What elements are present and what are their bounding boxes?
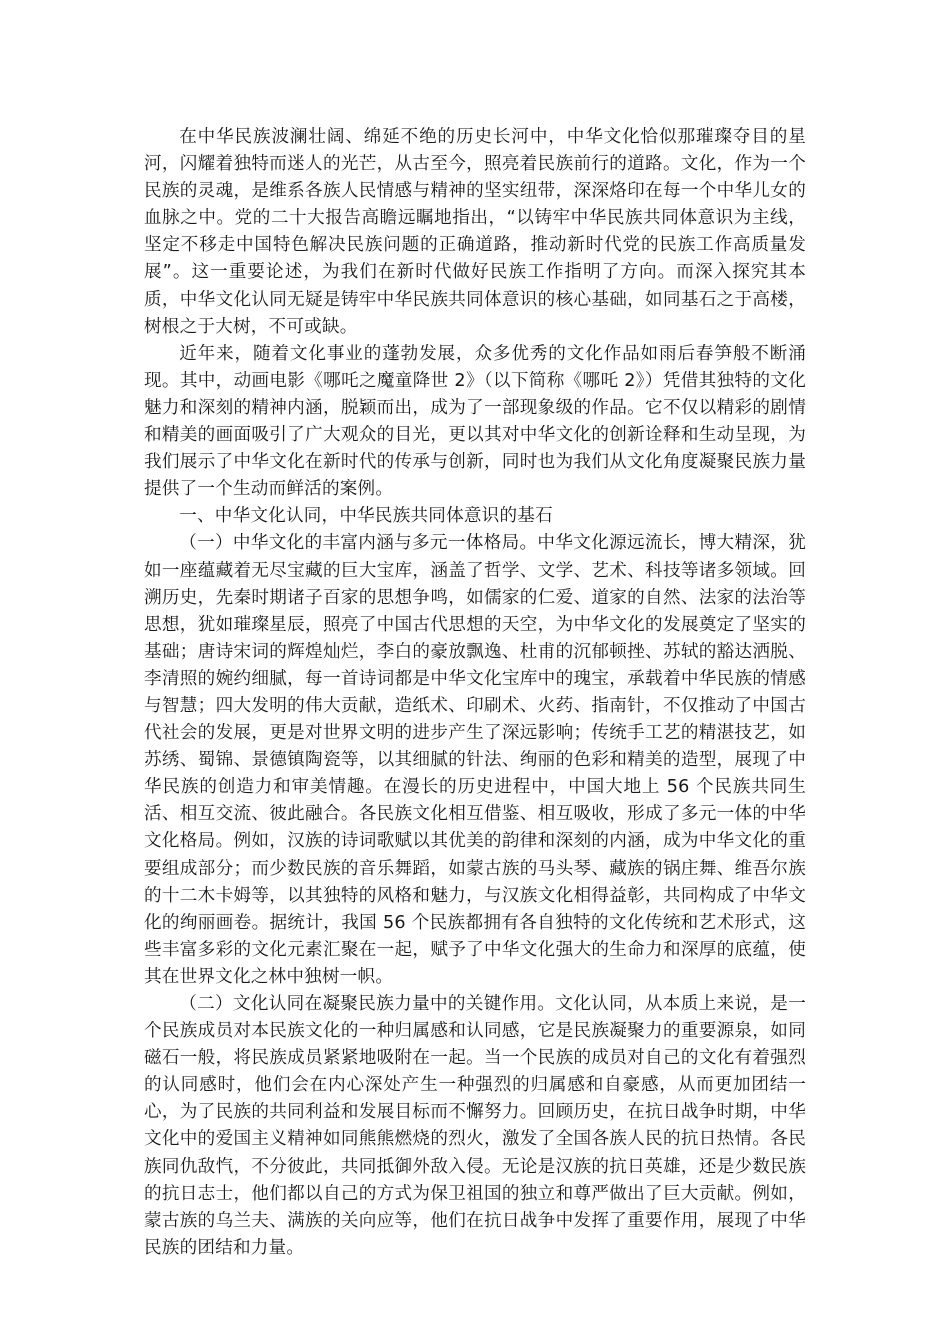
paragraph-intro: 在中华民族波澜壮阔、绵延不绝的历史长河中，中华文化恰似那璀璨夺目的星河，闪耀着独特而迷人的光芒，从古至今，照亮着民族前行的道路。文化，作为一个民族的灵魂，是维系各族人民情感与精神的坚实纽带，深深烙印在每一个中华儿女的血脉之中。党的二十大报告高瞻远瞩地指出，“以铸牢中华民族共同体意识为主线，坚定不移走中国特色解决民族问题的正确道路，推动新时代党的民族工作高质量发展”。这一重要论述，为我们在新时代做好民族工作指明了方向。而深入探究其本质，中华文化认同无疑是铸牢中华民族共同体意识的核心基础，如同基石之于高楼，树根之于大树，不可或缺。 <box>144 127 806 337</box>
paragraph-nezha: 近年来，随着文化事业的蓬勃发展，众多优秀的文化作品如雨后春笋般不断涌现。其中，动画电影《哪吒之魔童降世 2》（以下简称《哪吒 2》）凭借其独特的文化魅力和深刻的精神内涵，脱颖而出，成为了一部现象级的作品。它不仅以精彩的剧情和精美的画面吸引了广大观众的目光，更以其对中华文化的创新诠释和生动呈现，为我们展示了中华文化在新时代的传承与创新，同时也为我们从文化角度凝聚民族力量提供了一个生动而鲜活的案例。 <box>144 343 806 500</box>
paragraph-subsection-1: （一）中华文化的丰富内涵与多元一体格局。中华文化源远流长，博大精深，犹如一座蕴藏着无尽宝藏的巨大宝库，涵盖了哲学、文学、艺术、科技等诸多领域。回溯历史，先秦时期诸子百家的思想争鸣，如儒家的仁爱、道家的自然、法家的法治等思想，犹如璀璨星辰，照亮了中国古代思想的天空，为中华文化的发展奠定了坚实的基础；唐诗宋词的辉煌灿烂，李白的豪放飘逸、杜甫的沉郁顿挫、苏轼的豁达洒脱、李清照的婉约细腻，每一首诗词都是中华文化宝库中的瑰宝，承载着中华民族的情感与智慧；四大发明的伟大贡献，造纸术、印刷术、火药、指南针，不仅推动了中国古代社会的发展，更是对世界文明的进步产生了深远影响；传统手工艺的精湛技艺，如苏绣、蜀锦、景德镇陶瓷等，以其细腻的针法、绚丽的色彩和精美的造型，展现了中华民族的创造力和审美情趣。在漫长的历史进程中，中国大地上 56 个民族共同生活、相互交流、彼此融合。各民族文化相互借鉴、相互吸收，形成了多元一体的中华文化格局。例如，汉族的诗词歌赋以其优美的韵律和深刻的内涵，成为中华文化的重要组成部分；而少数民族的音乐舞蹈，如蒙古族的马头琴、藏族的锅庄舞、维吾尔族的十二木卡姆等，以其独特的风格和魅力，与汉族文化相得益彰，共同构成了中华文化的绚丽画卷。据统计，我国 56 个民族都拥有各自独特的文化传统和艺术形式，这些丰富多彩的文化元素汇聚在一起，赋予了中华文化强大的生命力和深厚的底蕴，使其在世界文化之林中独树一帜。 <box>144 533 806 987</box>
section-heading-1: 一、中华文化认同，中华民族共同体意识的基石 <box>179 506 553 527</box>
paragraph-subsection-2: （二）文化认同在凝聚民族力量中的关键作用。文化认同，从本质上来说，是一个民族成员对本民族文化的一种归属感和认同感，它是民族凝聚力的重要源泉，如同磁石一般，将民族成员紧紧地吸附在一起。当一个民族的成员对自己的文化有着强烈的认同感时，他们会在内心深处产生一种强烈的归属感和自豪感，从而更加团结一心，为了民族的共同利益和发展目标而不懈努力。回顾历史，在抗日战争时期，中华文化中的爱国主义精神如同熊熊燃烧的烈火，激发了全国各族人民的抗日热情。各民族同仇敌忾，不分彼此，共同抵御外敌入侵。无论是汉族的抗日英雄，还是少数民族的抗日志士，他们都以自己的方式为保卫祖国的独立和尊严做出了巨大贡献。例如，蒙古族的乌兰夫、满族的关向应等，他们在抗日战争中发挥了重要作用，展现了中华民族的团结和力量。 <box>144 994 806 1258</box>
body-text <box>144 124 806 1262</box>
